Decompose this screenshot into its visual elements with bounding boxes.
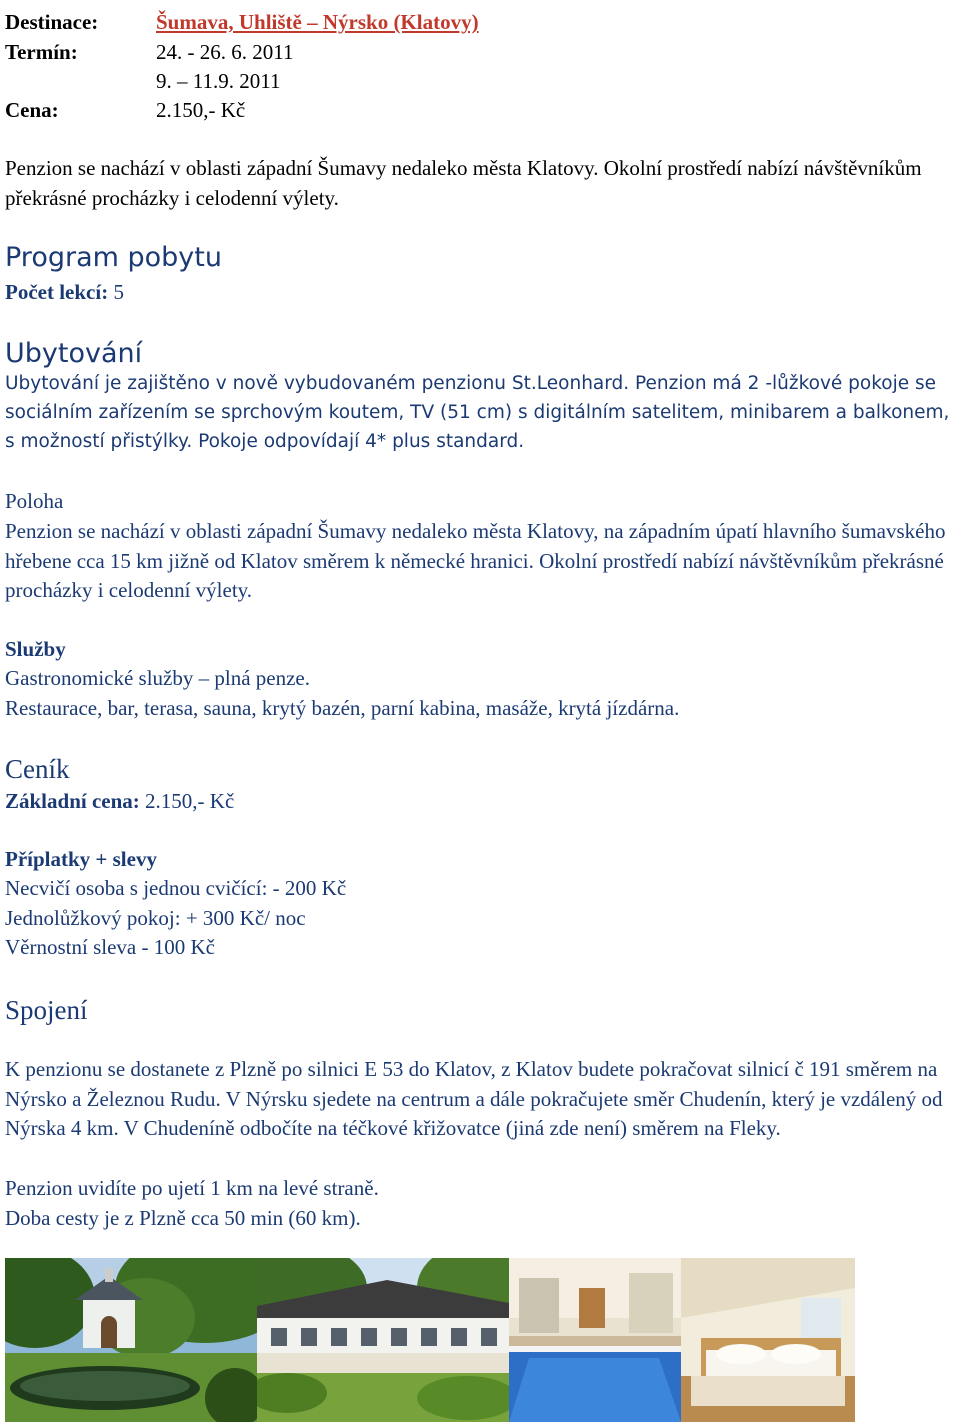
extra-line-3: Věrnostní sleva - 100 Kč [5, 935, 215, 959]
accommodation-text: Ubytování je zajištěno v nově vybudovaném penzionu St.Leonhard. Penzion má 2 -lůžkové pokoje se sociálním zařízením se sprchovým koutem, TV (51 cm) s digitálním satelitem, minibarem a balkonem, s možností přistýlky. Pokoje odpovídají 4* plus standard. [5, 373, 950, 452]
connection-line-3: Doba cesty je z Plzně cca 50 min (60 km). [5, 1206, 361, 1230]
lessons-value: 5 [108, 280, 124, 304]
base-price-value: 2.150,- Kč [139, 789, 235, 813]
chapel-pond-photo [5, 1258, 257, 1422]
price-label: Cena: [5, 98, 59, 122]
services-line-2: Restaurace, bar, terasa, sauna, krytý bazén, parní kabina, masáže, krytá jízdárna. [5, 696, 680, 720]
services-line-1: Gastronomické služby – plná penze. [5, 666, 310, 690]
indoor-pool-photo [509, 1258, 681, 1422]
lessons-label: Počet lekcí: [5, 280, 109, 304]
destination-label: Destinace: [5, 10, 99, 34]
base-price-label: Základní cena: [5, 789, 140, 813]
accommodation-heading: Ubytování [5, 338, 143, 369]
price-value: 2.150,- Kč [156, 98, 246, 122]
location-text: Penzion se nachází v oblasti západní Šumavy nedaleko města Klatovy, na západním úpatí hlavního šumavského hřebene cca 15 km jižně od Klatov směrem k německé hranici. Okolní prostředí nabízí návštěvníkům překrásné procházky i celodenní výlety. [5, 519, 946, 603]
services-heading: Služby [5, 637, 66, 661]
pension-building-photo [257, 1258, 509, 1422]
extra-line-2: Jednolůžkový pokoj: + 300 Kč/ noc [5, 906, 306, 930]
lessons-line [5, 278, 124, 308]
photo-strip [5, 1258, 855, 1422]
connection-line-2: Penzion uvidíte po ujetí 1 km na levé straně. [5, 1176, 379, 1200]
program-heading: Program pobytu [5, 242, 222, 273]
destination-link[interactable]: Šumava, Uhliště – Nýrsko (Klatovy) [156, 10, 479, 34]
connection-heading: Spojení [5, 995, 88, 1025]
extra-line-1: Necvičí osoba s jednou cvičící: - 200 Kč [5, 876, 347, 900]
intro-paragraph: Penzion se nachází v oblasti západní Šumavy nedaleko města Klatovy. Okolní prostředí nabízí návštěvníkům překrásné procházky i celodenní výlety. [5, 156, 922, 210]
extras-heading: Příplatky + slevy [5, 847, 157, 871]
pricelist-heading: Ceník [5, 754, 70, 784]
location-heading: Poloha [5, 489, 64, 513]
term-date-2: 9. – 11.9. 2011 [156, 69, 281, 93]
term-date-1: 24. - 26. 6. 2011 [156, 40, 294, 64]
base-price-line [5, 787, 234, 817]
term-label: Termín: [5, 40, 78, 64]
bedroom-photo [681, 1258, 855, 1422]
connection-text: K penzionu se dostanete z Plzně po silnici E 53 do Klatov, z Klatov budete pokračovat silnicí č 191 směrem na Nýrsko a Železnou Rudu. V Nýrsku sjedete na centrum a dále pokračujete směr Chudenín, který je vzdálený od Nýrska 4 km. V Chudeníně odbočíte na téčkové křižovatce (jiná zde není) směrem na Fleky. [5, 1057, 943, 1141]
